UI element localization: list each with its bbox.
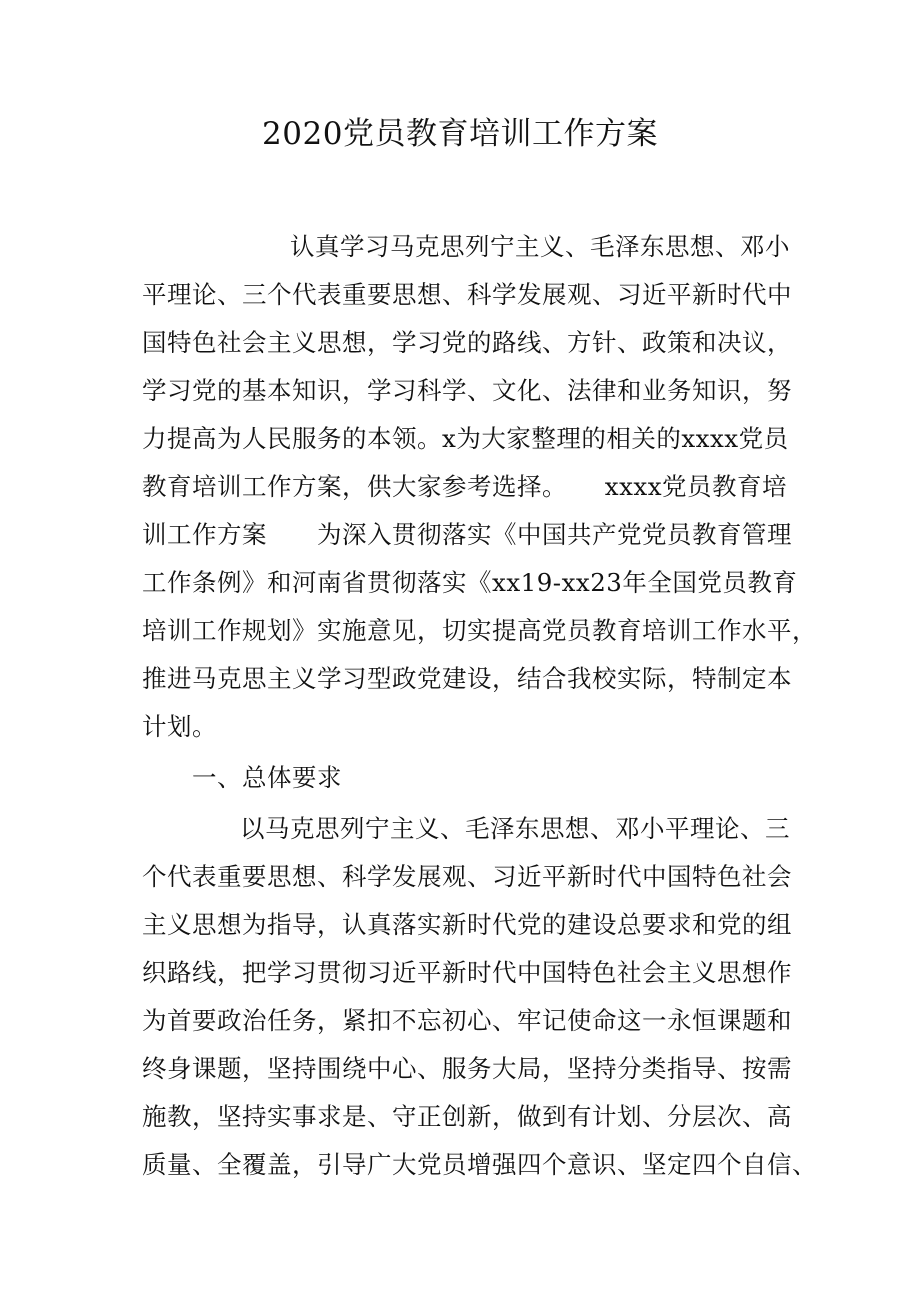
body-line: 国特色社会主义思想，学习党的路线、方针、政策和决议， xyxy=(142,328,792,357)
body-line: 认真学习马克思列宁主义、毛泽东思想、邓小 xyxy=(290,232,790,261)
body-line: 质量、全覆盖，引导广大党员增强四个意识、坚定四个自信、 xyxy=(142,1150,817,1179)
section-heading: 一、总体要求 xyxy=(192,763,342,792)
body-line: 为首要政治任务，紧扣不忘初心、牢记使命这一永恒课题和 xyxy=(142,1006,792,1035)
body-line: 力提高为人民服务的本领。x为大家整理的相关的xxxx党员 xyxy=(142,424,789,453)
body-line: 施教，坚持实事求是、守正创新，做到有计划、分层次、高 xyxy=(142,1102,792,1131)
body-line: 训工作方案 为深入贯彻落实《中国共产党党员教育管理 xyxy=(142,520,792,549)
document-title: 2020党员教育培训工作方案 xyxy=(262,116,658,152)
body-line: 终身课题，坚持围绕中心、服务大局，坚持分类指导、按需 xyxy=(142,1054,792,1083)
body-line: 培训工作规划》实施意见，切实提高党员教育培训工作水平， xyxy=(142,616,817,645)
body-line: 以马克思列宁主义、毛泽东思想、邓小平理论、三 xyxy=(240,814,790,843)
body-line: 织路线，把学习贯彻习近平新时代中国特色社会主义思想作 xyxy=(142,958,792,987)
body-line: 主义思想为指导，认真落实新时代党的建设总要求和党的组 xyxy=(142,910,792,939)
body-line: 计划。 xyxy=(142,712,217,741)
body-line: 教育培训工作方案，供大家参考选择。 xxxx党员教育培 xyxy=(142,472,788,501)
body-line: 工作条例》和河南省贯彻落实《xx19-xx23年全国党员教育 xyxy=(142,568,798,597)
body-line: 平理论、三个代表重要思想、科学发展观、习近平新时代中 xyxy=(142,280,792,309)
body-line: 推进马克思主义学习型政党建设，结合我校实际，特制定本 xyxy=(142,664,792,693)
body-line: 学习党的基本知识，学习科学、文化、法律和业务知识，努 xyxy=(142,376,792,405)
body-line: 个代表重要思想、科学发展观、习近平新时代中国特色社会 xyxy=(142,862,792,891)
